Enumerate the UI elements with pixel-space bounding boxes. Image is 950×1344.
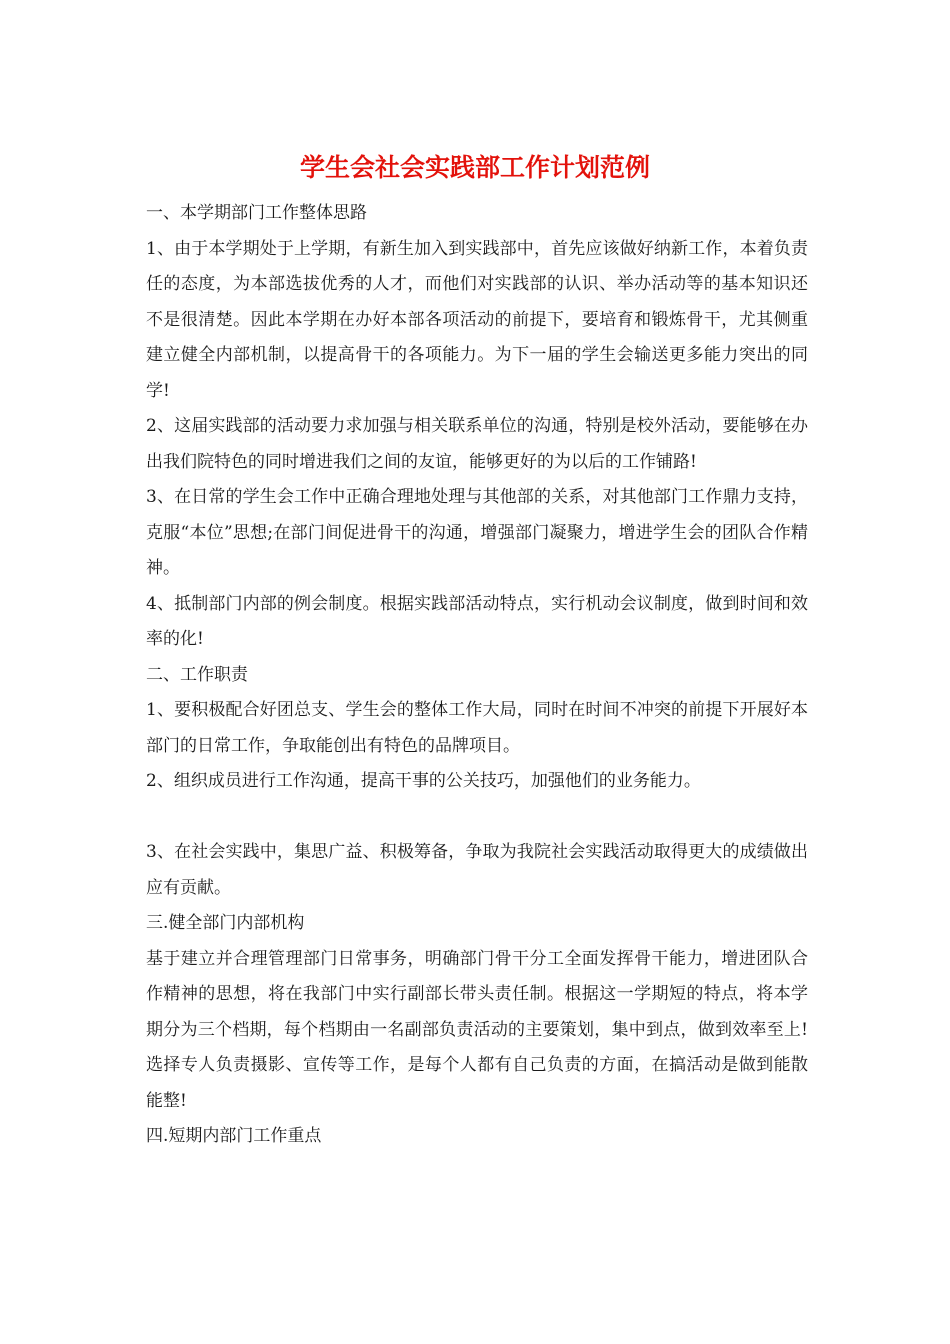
section-heading-3: 三.健全部门内部机构 bbox=[146, 913, 305, 933]
blank-line bbox=[146, 800, 808, 836]
paragraph: 1、要积极配合好团总支、学生会的整体工作大局，同时在时间不冲突的前提下开展好本部门的日常工作，争取能创出有特色的品牌项目。 bbox=[146, 700, 808, 756]
paragraph: 3、在社会实践中，集思广益、积极筹备，争取为我院社会实践活动取得更大的成绩做出应有贡献。 bbox=[146, 842, 808, 898]
paragraph: 2、这届实践部的活动要力求加强与相关联系单位的沟通，特别是校外活动，要能够在办出我们院特色的同时增进我们之间的友谊，能够更好的为以后的工作铺路! bbox=[146, 416, 808, 472]
section-heading-4: 四.短期内部门工作重点 bbox=[146, 1126, 322, 1146]
section-heading-1: 一、本学期部门工作整体思路 bbox=[146, 203, 367, 223]
paragraph: 基于建立并合理管理部门日常事务，明确部门骨干分工全面发挥骨干能力，增进团队合作精神的思想，将在我部门中实行副部长带头责任制。根据这一学期短的特点，将本学期分为三个档期，每个档期由一名副部负责活动的主要策划，集中到点，做到效率至上!选择专人负责摄影、宣传等工作，是每个人都有自己负责的方面，在搞活动是做到能散能整! bbox=[146, 948, 808, 1111]
paragraph: 4、抵制部门内部的例会制度。根据实践部活动特点，实行机动会议制度，做到时间和效率的化! bbox=[146, 593, 808, 649]
paragraph: 1、由于本学期处于上学期，有新生加入到实践部中，首先应该做好纳新工作，本着负责任的态度，为本部选拔优秀的人才，而他们对实践部的认识、举办活动等的基本知识还不是很清楚。因此本学期在办好本部各项活动的前提下，要培育和锻炼骨干，尤其侧重建立健全内部机制，以提高骨干的各项能力。为下一届的学生会输送更多能力突出的同学! bbox=[146, 238, 808, 401]
section-heading-2: 二、工作职责 bbox=[146, 664, 248, 685]
document-title: 学生会社会实践部工作计划范例 bbox=[299, 153, 650, 182]
paragraph: 2、组织成员进行工作沟通，提高干事的公关技巧，加强他们的业务能力。 bbox=[146, 771, 701, 791]
paragraph: 3、在日常的学生会工作中正确合理地处理与其他部的关系，对其他部门工作鼎力支持，克服“本位”思想;在部门间促进骨干的沟通，增强部门凝聚力，增进学生会的团队合作精神。 bbox=[146, 487, 808, 578]
document-body bbox=[146, 196, 808, 1155]
